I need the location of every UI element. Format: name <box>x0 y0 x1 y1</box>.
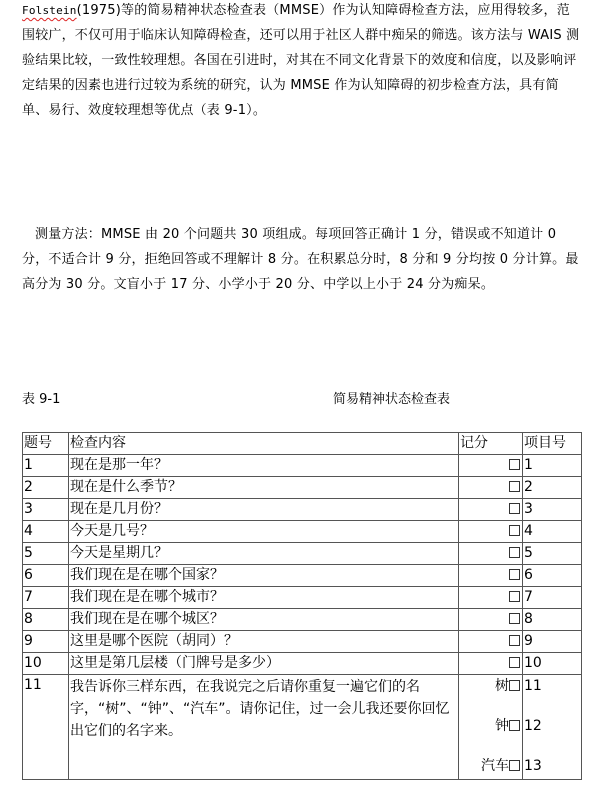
sub-item: 13 <box>524 758 542 774</box>
sub-score-tree: 树 <box>459 675 520 715</box>
sub-score-car: 汽车 <box>459 755 520 779</box>
row-num: 10 <box>23 653 69 675</box>
sub-score-clock: 钟 <box>459 715 520 755</box>
row-item: 8 <box>523 609 582 631</box>
row-content: 今天是几号？ <box>69 521 459 543</box>
row-num: 7 <box>23 587 69 609</box>
row-item: 7 <box>523 587 582 609</box>
row-num: 8 <box>23 609 69 631</box>
row-content: 我告诉你三样东西，在我说完之后请你重复一遍它们的名字，“树”、“钟”、“汽车”。请你记住，过一会儿我还要你回忆出它们的名字来。 <box>69 675 459 780</box>
intro-paragraph <box>22 0 582 123</box>
row-item: 6 <box>523 565 582 587</box>
score-checkbox[interactable] <box>509 547 520 558</box>
row-content: 现在是几月份？ <box>69 499 459 521</box>
table-row <box>23 543 582 565</box>
row-content: 我们现在是在哪个国家？ <box>69 565 459 587</box>
score-checkbox[interactable] <box>509 635 520 646</box>
row-score <box>459 609 523 631</box>
method-paragraph: 测量方法：MMSE 由 20 个问题共 30 项组成。每项回答正确计 1 分，错误或不知道计 0 分，不适合计 9 分，拒绝回答或不理解计 8 分。在积累总分时，8 分和 9 分均按 0 分计算。最高分为 30 分。文盲小于 17 分、小学小于 20 分、中学以上小于 24 分为痴呆。 <box>22 227 579 292</box>
header-num: 题号 <box>23 433 69 455</box>
table-row <box>23 609 582 631</box>
score-checkbox[interactable] <box>509 657 520 668</box>
row-content: 现在是那一年？ <box>69 455 459 477</box>
table-row <box>23 477 582 499</box>
row-content: 今天是星期几？ <box>69 543 459 565</box>
row-score <box>459 675 523 780</box>
row-content: 这里是哪个医院（胡同）？ <box>69 631 459 653</box>
row-item <box>523 675 582 780</box>
score-checkbox[interactable] <box>509 503 520 514</box>
score-checkbox[interactable] <box>509 613 520 624</box>
row-score <box>459 543 523 565</box>
table-title: 简易精神状态检查表 <box>333 392 451 407</box>
table-row <box>23 521 582 543</box>
table-row <box>23 631 582 653</box>
score-checkbox[interactable] <box>509 481 520 492</box>
header-score: 记分 <box>459 433 523 455</box>
sub-item: 11 <box>524 678 542 694</box>
row-num: 1 <box>23 455 69 477</box>
row-item: 4 <box>523 521 582 543</box>
row-score <box>459 631 523 653</box>
row-num: 3 <box>23 499 69 521</box>
row-item: 5 <box>523 543 582 565</box>
table-header-row <box>23 433 582 455</box>
intro-text: (1975)等的简易精神状态检查表（MMSE）作为认知障碍检查方法，应用得较多，范围较广，不仅可用于临床认知障碍检查，还可以用于社区人群中痴呆的筛选。该方法与 WAIS 测验结果比较，一致性较理想。各国在引进时，对其在不同文化背景下的效度和信度，以及影响评定结果的因素也进行过较为系统的研究，认为 MMSE 作为认知障碍的初步检查方法，具有简单、易行、效度较理想等优点（表 9-1）。 <box>22 3 580 118</box>
row-item: 9 <box>523 631 582 653</box>
table-row-11 <box>23 675 582 780</box>
table-row <box>23 565 582 587</box>
table-row <box>23 587 582 609</box>
row-score <box>459 565 523 587</box>
row-score <box>459 653 523 675</box>
row-item: 3 <box>523 499 582 521</box>
table-row <box>23 653 582 675</box>
row-num: 2 <box>23 477 69 499</box>
header-item: 项目号 <box>523 433 582 455</box>
score-checkbox[interactable] <box>509 591 520 602</box>
table-row <box>23 455 582 477</box>
score-checkbox[interactable] <box>509 680 520 691</box>
score-checkbox[interactable] <box>509 525 520 536</box>
sub-item: 12 <box>524 718 542 734</box>
row-num: 11 <box>23 675 69 780</box>
row-score <box>459 587 523 609</box>
row-item: 2 <box>523 477 582 499</box>
row-score <box>459 499 523 521</box>
score-checkbox[interactable] <box>509 569 520 580</box>
row-score <box>459 521 523 543</box>
row-score <box>459 477 523 499</box>
row-content: 这里是第几层楼（门牌号是多少） <box>69 653 459 675</box>
score-checkbox[interactable] <box>509 720 520 731</box>
row-num: 6 <box>23 565 69 587</box>
table-row <box>23 499 582 521</box>
author-name: Folstein <box>22 4 77 17</box>
row-content: 现在是什么季节？ <box>69 477 459 499</box>
score-checkbox[interactable] <box>509 459 520 470</box>
row-content: 我们现在是在哪个城区？ <box>69 609 459 631</box>
row-num: 5 <box>23 543 69 565</box>
row-score <box>459 455 523 477</box>
score-checkbox[interactable] <box>509 760 520 771</box>
row-num: 4 <box>23 521 69 543</box>
row-num: 9 <box>23 631 69 653</box>
row-content: 我们现在是在哪个城市？ <box>69 587 459 609</box>
mmse-table <box>22 432 582 780</box>
row-item: 10 <box>523 653 582 675</box>
header-content: 检查内容 <box>69 433 459 455</box>
row-item: 1 <box>523 455 582 477</box>
table-label: 表 9-1 <box>22 392 61 407</box>
